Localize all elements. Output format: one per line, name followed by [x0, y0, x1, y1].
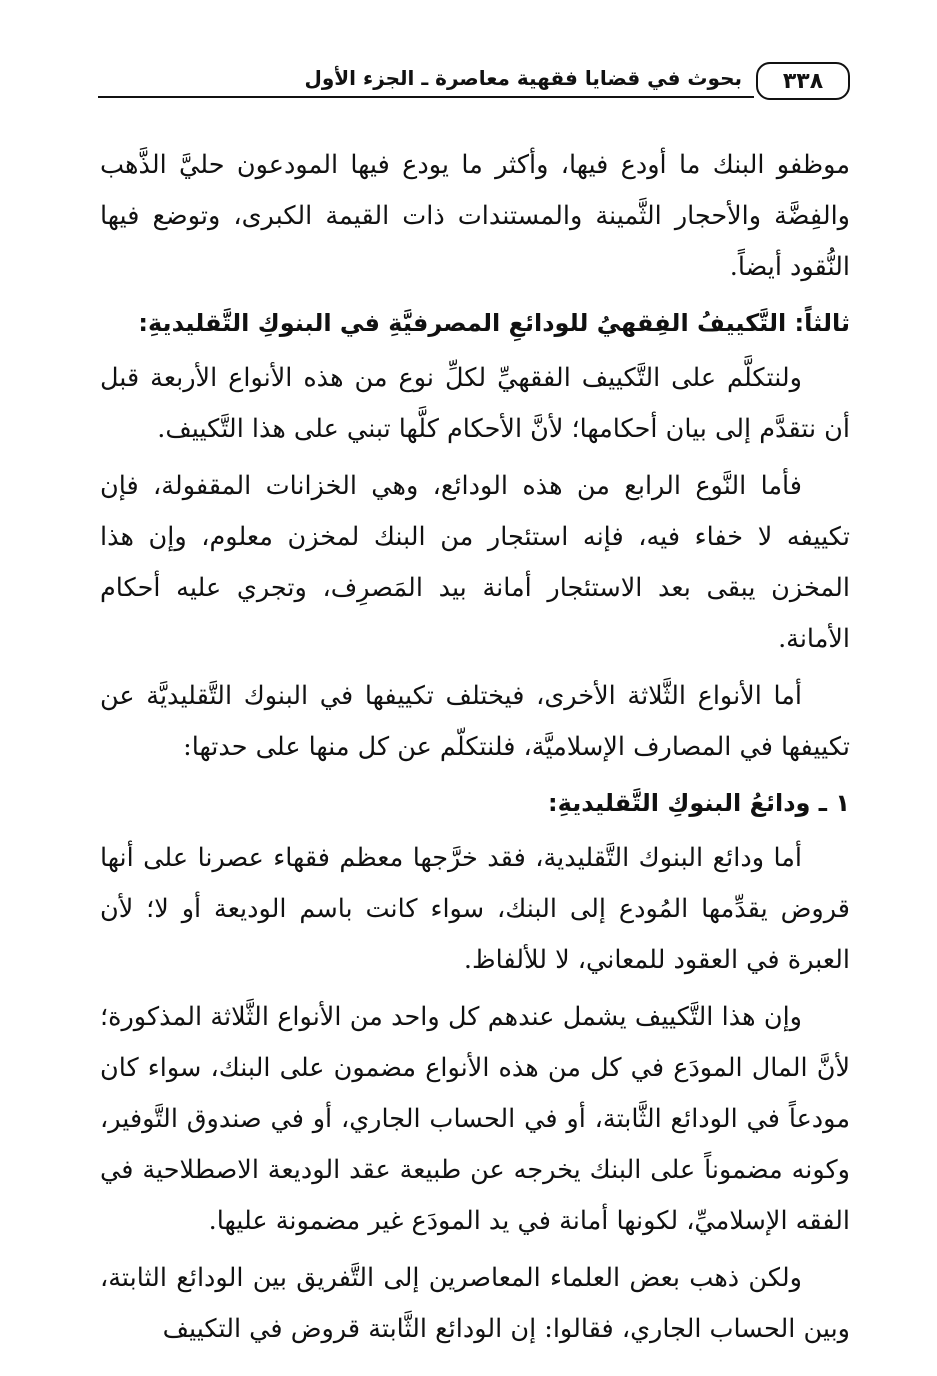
page-header [98, 58, 850, 102]
section-heading: ثالثاً: التَّكييفُ الفِقهيُ للودائعِ المصرفيَّةِ في البنوكِ التَّقليديةِ: [138, 309, 850, 337]
running-title: بحوث في قضايا فقهية معاصرة ـ الجزء الأول [304, 66, 742, 90]
paragraph: أما ودائع البنوك التَّقليدية، فقد خرَّجها معظم فقهاء عصرنا على أنها قروض يقدِّمها المُودع إلى البنك، سواء كانت باسم الوديعة أو لا؛ لأن العبرة في العقود للمعاني، لا للألفاظ. [100, 843, 850, 975]
paragraph: ولنتكلَّم على التَّكييف الفقهيِّ لكلِّ نوع من هذه الأنواع الأربعة قبل أن نتقدَّم إلى بيان أحكامها؛ لأنَّ الأحكام كلَّها تبني على هذا التَّكييف. [100, 363, 850, 444]
page-body [100, 140, 850, 1361]
subsection-heading: ١ ـ ودائعُ البنوكِ التَّقليديةِ: [548, 789, 850, 817]
header-rule [98, 96, 754, 98]
paragraph: ولكن ذهب بعض العلماء المعاصرين إلى التَّفريق بين الودائع الثابتة، وبين الحساب الجاري، فقالوا: إن الودائع الثَّابتة قروض في التكييف [100, 1263, 850, 1344]
paragraph: وإن هذا التَّكييف يشمل عندهم كل واحد من الأنواع الثَّلاثة المذكورة؛ لأنَّ المال المودَع في كل من هذه الأنواع مضمون على البنك، سواء كان مودعاً في الودائع الثَّابتة، أو في الحساب الجاري، أو في صندوق التَّوفير، وكونه مضموناً على البنك يخرجه عن طبيعة عقد الوديعة الاصطلاحية في الفقه الإسلاميِّ، لكونها أمانة في يد المودَع غير مضمونة عليها. [100, 1002, 850, 1236]
paragraph: موظفو البنك ما أودع فيها، وأكثر ما يودع فيها المودعون حليَّ الذَّهب والفِضَّة والأحجار الثَّمينة والمستندات ذات القيمة الكبرى، وتوضع فيها النُّقود أيضاً. [100, 150, 850, 282]
paragraph: فأما النَّوع الرابع من هذه الودائع، وهي الخزانات المقفولة، فإن تكييفه لا خفاء فيه، فإنه استئجار من البنك لمخزن معلوم، وإن هذا المخزن يبقى بعد الاستئجار أمانة بيد المَصرِف، وتجري عليه أحكام الأمانة. [100, 471, 850, 654]
page-number: ٣٣٨ [756, 62, 850, 100]
paragraph: أما الأنواع الثَّلاثة الأخرى، فيختلف تكييفها في البنوك التَّقليديَّة عن تكييفها في المصارف الإسلاميَّة، فلنتكلّم عن كل منها على حدتها: [100, 681, 850, 762]
